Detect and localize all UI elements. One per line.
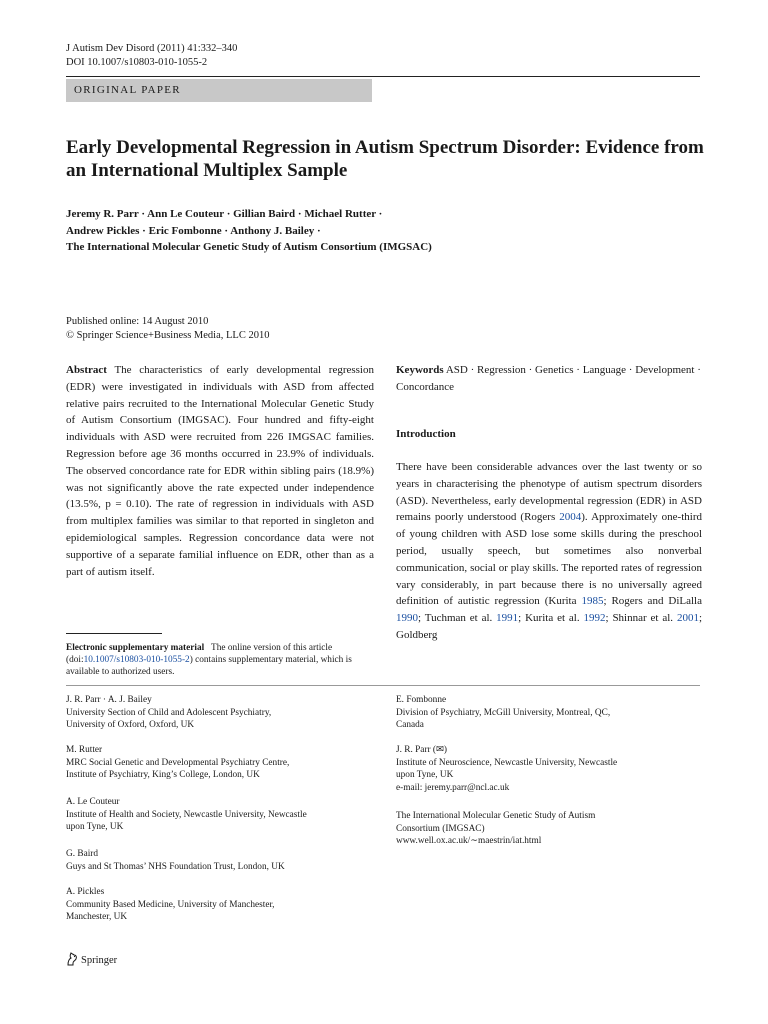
affiliation-block bbox=[396, 744, 696, 794]
affiliation-rule bbox=[66, 685, 700, 686]
affiliation-names: J. R. Parr · A. J. Bailey bbox=[66, 695, 152, 705]
section-label: ORIGINAL PAPER bbox=[74, 84, 181, 96]
affiliation-names: A. Le Couteur bbox=[66, 797, 120, 807]
published-date: Published online: 14 August 2010 bbox=[66, 316, 209, 327]
affiliation-line: Community Based Medicine, University of Manchester, bbox=[66, 899, 275, 910]
author-line: Jeremy R. Parr · Ann Le Couteur · Gillian Baird · Michael Rutter · bbox=[66, 208, 383, 220]
citation-link[interactable]: 1991 bbox=[496, 612, 519, 625]
affiliation-line: University Section of Child and Adolescent Psychiatry, bbox=[66, 707, 272, 718]
affiliation-line: Division of Psychiatry, McGill University, Montreal, QC, bbox=[396, 707, 611, 718]
affiliation-line: Canada bbox=[396, 720, 424, 731]
affiliation-line: Manchester, UK bbox=[66, 912, 128, 923]
keywords-text: ASD · Regression · Genetics · Language · Development · Concordance bbox=[396, 364, 701, 393]
author-line: Andrew Pickles · Eric Fombonne · Anthony J. Bailey · bbox=[66, 224, 321, 237]
affiliation-line: Guys and St Thomas’ NHS Foundation Trust, London, UK bbox=[66, 861, 285, 872]
affiliation-block bbox=[396, 810, 696, 848]
affiliation-names: M. Rutter bbox=[66, 745, 103, 755]
journal-doi: DOI 10.1007/s10803-010-1055-2 bbox=[66, 57, 208, 68]
intro-text-segment: ; Shinnar et al. bbox=[605, 612, 677, 625]
copyright: © Springer Science+Business Media, LLC 2010 bbox=[66, 330, 270, 341]
intro-text-segment: ; Kurita et al. bbox=[518, 612, 584, 625]
citation-link[interactable]: 1985 bbox=[581, 595, 604, 608]
citation-link[interactable]: 2001 bbox=[676, 612, 699, 625]
springer-horse-icon bbox=[66, 952, 78, 969]
affiliation-line: Institute of Health and Society, Newcastle University, Newcastle bbox=[66, 809, 307, 820]
affiliation-line: Consortium (IMGSAC) bbox=[396, 823, 485, 834]
header-rule bbox=[66, 76, 700, 77]
intro-text-segment: ; Rogers and DiLalla bbox=[603, 595, 702, 608]
author-list bbox=[66, 206, 686, 256]
esm-text: The online version of this article (doi: bbox=[66, 643, 333, 666]
abstract-text: The characteristics of early developmental regression (EDR) were investigated in individuals with ASD from affected relative pairs recruited to the International Molecular Genetic Study of Autism Consortium (IMGSAC). Four hundred and fifty-eight individuals with ASD were recruited from 226 IMGSAC families. Regression before age 36 months occurred in 23.9% of individuals. The observed concordance rate for EDR within sibling pairs (18.9%) was not significantly above the rate expected under independence (13.5%, p = 0.10). The rate of regression in individuals with ASD from multiplex families was similar to that reported in singleton and epidemiological samples. Regression concordance data were not supportive of a separate familial influence on EDR, other than as a part of autism itself. bbox=[66, 364, 374, 578]
keywords-label: Keywords bbox=[396, 364, 444, 376]
supplementary-note bbox=[66, 642, 374, 679]
paper-title: Early Developmental Regression in Autism Spectrum Disorder: Evidence from an International Multiplex Sample bbox=[66, 137, 704, 181]
intro-text-segment: ; Tuchman et al. bbox=[418, 612, 497, 625]
citation-link[interactable]: 2004 bbox=[559, 511, 582, 524]
keywords bbox=[396, 362, 702, 396]
corresponding-email[interactable]: e-mail: jeremy.parr@ncl.ac.uk bbox=[396, 782, 510, 793]
footer bbox=[66, 952, 117, 969]
affiliation-names: J. R. Parr (✉) bbox=[396, 745, 447, 755]
affiliation-block bbox=[66, 744, 366, 782]
author-line: The International Molecular Genetic Study of Autism Consortium (IMGSAC) bbox=[66, 241, 432, 253]
introduction-text bbox=[396, 459, 702, 644]
abstract-label: Abstract bbox=[66, 364, 107, 376]
publication-info bbox=[66, 315, 269, 343]
affiliation-block bbox=[66, 886, 366, 924]
citation-link[interactable]: 1992 bbox=[583, 612, 606, 625]
section-band bbox=[66, 79, 372, 102]
esm-text: ) contains supplementary material, which is available to authorized users. bbox=[66, 655, 352, 678]
journal-header bbox=[66, 42, 237, 70]
intro-text-segment: ). Approximately one-third of young children with ASD lose some skills during the preschool period, usually speech, but sometimes also nonverbal communication, social or play skills. The reported rates of regression vary considerably, in part because there is no universally agreed definition of autistic regression (Kurita bbox=[396, 511, 702, 608]
affiliation-line: upon Tyne, UK bbox=[396, 770, 454, 781]
citation-link[interactable]: 1990 bbox=[396, 612, 418, 625]
publisher-name: Springer bbox=[81, 954, 118, 966]
affiliation-block bbox=[66, 848, 366, 873]
affiliation-names: The International Molecular Genetic Study of Autism bbox=[396, 811, 596, 821]
abstract bbox=[66, 362, 374, 580]
affiliation-names: E. Fombonne bbox=[396, 695, 447, 705]
affiliation-line: University of Oxford, Oxford, UK bbox=[66, 720, 195, 731]
affiliation-names: A. Pickles bbox=[66, 887, 105, 897]
intro-text-segment: ; Goldberg bbox=[396, 612, 702, 641]
affiliation-block bbox=[66, 796, 366, 834]
introduction-heading: Introduction bbox=[396, 428, 456, 440]
consortium-url[interactable]: www.well.ox.ac.uk/∼maestrin/iat.html bbox=[396, 836, 542, 847]
affiliation-line: Institute of Neuroscience, Newcastle University, Newcastle bbox=[396, 757, 618, 768]
intro-text-segment: There have been considerable advances over the last twenty or so years in characterising the phenotype of autism spectrum disorders (ASD). Nevertheless, early developmental regression (EDR) in ASD remains poorly understood (Rogers bbox=[396, 461, 702, 524]
journal-citation: J Autism Dev Disord (2011) 41:332–340 bbox=[66, 43, 238, 54]
doi-link[interactable]: 10.1007/s10803-010-1055-2 bbox=[83, 655, 190, 666]
affiliation-line: Institute of Psychiatry, King’s College, London, UK bbox=[66, 770, 260, 781]
affiliation-line: MRC Social Genetic and Developmental Psychiatry Centre, bbox=[66, 757, 290, 768]
affiliation-names: G. Baird bbox=[66, 849, 99, 859]
affiliation-block bbox=[396, 694, 696, 732]
esm-rule bbox=[66, 633, 162, 634]
affiliation-line: upon Tyne, UK bbox=[66, 822, 124, 833]
affiliation-block bbox=[66, 694, 366, 732]
esm-label: Electronic supplementary material bbox=[66, 643, 205, 653]
